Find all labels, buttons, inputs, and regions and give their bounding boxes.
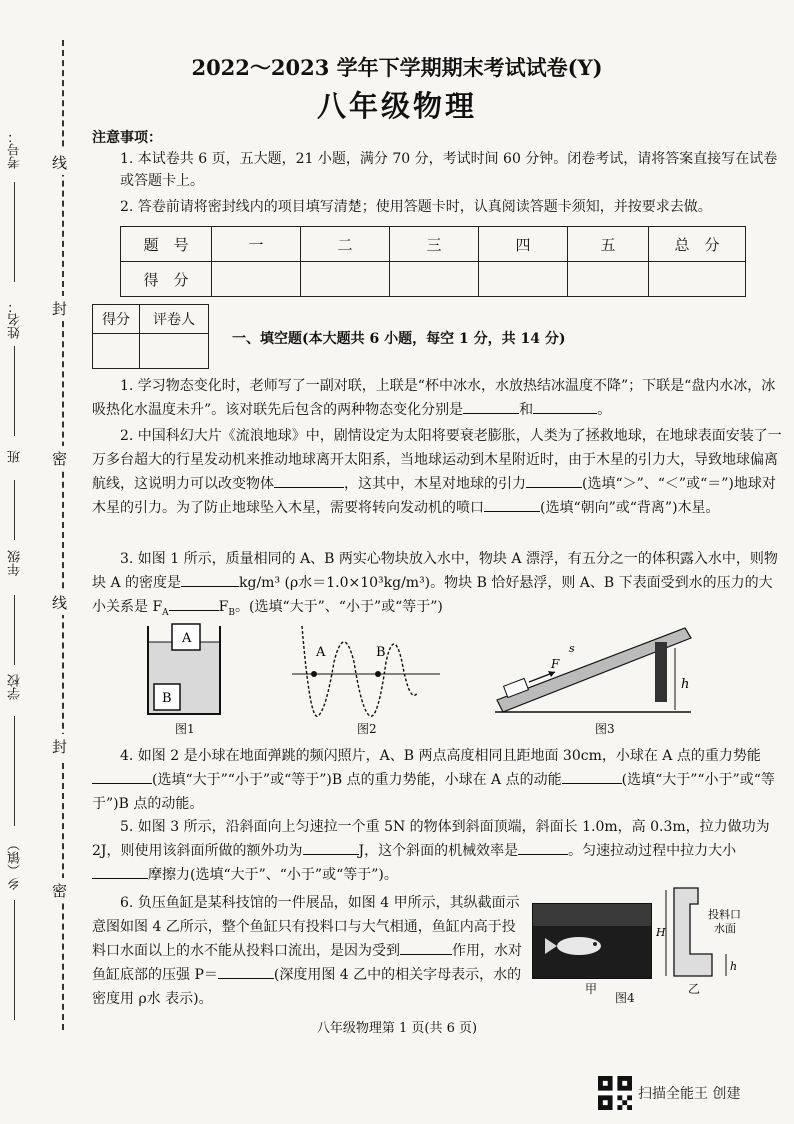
grader-table bbox=[92, 304, 209, 369]
answer-blank[interactable] bbox=[274, 473, 344, 488]
field-underline bbox=[14, 900, 15, 1020]
score-cell[interactable] bbox=[390, 262, 479, 297]
field-name: 姓名： bbox=[8, 300, 23, 339]
question-text: (选填“大于”“小于”或“等于”)B 点的动能。 bbox=[92, 772, 775, 812]
fish-icon bbox=[557, 937, 601, 955]
subscript: A bbox=[162, 607, 169, 618]
score-table-header: 题 号 bbox=[121, 227, 212, 262]
answer-blank[interactable] bbox=[526, 473, 582, 488]
figure-2-caption: 图2 bbox=[357, 722, 377, 736]
bounce-trajectory bbox=[302, 626, 418, 716]
question-text: (选填“朝向”或“背离”)木星。 bbox=[540, 500, 720, 516]
length-label: s bbox=[569, 642, 575, 655]
feed-port-label: 投料口 bbox=[708, 908, 741, 921]
qr-code-icon bbox=[598, 1076, 632, 1110]
grader-score-cell[interactable] bbox=[93, 334, 140, 369]
question-text: J，这个斜面的机械效率是 bbox=[358, 843, 519, 859]
grader-name-label: 评卷人 bbox=[140, 305, 209, 334]
answer-blank[interactable] bbox=[181, 572, 239, 587]
block-b-label: B bbox=[162, 691, 172, 706]
section-heading: 一、填空题(本大题共 6 小题，每空 1 分，共 14 分) bbox=[232, 331, 566, 347]
height-h-label: h bbox=[730, 960, 738, 973]
field-grade: 年级 bbox=[8, 550, 23, 576]
scanner-watermark-text: 扫描全能王 创建 bbox=[638, 1086, 741, 1102]
figure-2-diagram bbox=[292, 622, 442, 722]
question-text: ，这其中，木星对地球的引力 bbox=[344, 476, 526, 492]
grader-score-label: 得分 bbox=[93, 305, 140, 334]
answer-blank[interactable] bbox=[169, 596, 219, 611]
figure-4-jia-label: 甲 bbox=[585, 982, 598, 996]
seal-word: 线 bbox=[52, 150, 67, 175]
score-table-header: 一 bbox=[212, 227, 301, 262]
support-post bbox=[655, 642, 667, 702]
score-cell[interactable] bbox=[568, 262, 649, 297]
exam-subject: 八年级物理 bbox=[316, 89, 477, 123]
question-3 bbox=[92, 547, 782, 625]
answer-blank[interactable] bbox=[218, 964, 274, 979]
field-underline bbox=[14, 716, 15, 826]
question-text: 。 bbox=[597, 402, 612, 418]
seal-word: 线 bbox=[52, 590, 67, 615]
question-text: 6. 负压鱼缸是某科技馆的一件展品，如图 4 甲所示，其纵截面示意图如图 4 乙所示，整个鱼缸只有投料口与大气相通，鱼缸内高于投料口水面以上的水不能从投料口流出，是因为受到 bbox=[92, 895, 520, 959]
field-school: 学校 bbox=[8, 674, 23, 700]
answer-blank[interactable] bbox=[303, 840, 359, 855]
score-table bbox=[120, 226, 746, 297]
question-6 bbox=[92, 891, 528, 1011]
tank-top bbox=[533, 904, 651, 926]
notice-heading: 注意事项： bbox=[92, 130, 162, 146]
field-exam-number: 考号： bbox=[8, 130, 23, 169]
notice-item: 2. 答卷前请将密封线内的项目填写清楚；使用答题卡时，认真阅读答题卡须知，并按要求去做。 bbox=[120, 199, 712, 215]
tank-cross-section bbox=[674, 888, 712, 976]
grader-name-cell[interactable] bbox=[140, 334, 209, 369]
point-a bbox=[311, 671, 317, 677]
block-a-label: A bbox=[182, 631, 192, 646]
figure-4-cross-section bbox=[656, 884, 766, 984]
force-label: F bbox=[551, 657, 560, 671]
question-text: 。匀速拉动过程中拉力大小 bbox=[568, 843, 737, 859]
exam-title: 2022～2023 学年下学期期末考试试卷(Y) bbox=[191, 55, 603, 80]
fish-tank-image bbox=[533, 904, 651, 978]
figure-4-caption: 图4 bbox=[615, 991, 635, 1005]
question-text: 3. 如图 1 所示，质量相同的 A、B 两实心物块放入水中，物块 A 漂浮，有五分之一的体积露入水中，则物块 A 的密度是 bbox=[92, 551, 778, 591]
question-4 bbox=[92, 744, 782, 816]
score-table-header: 三 bbox=[390, 227, 479, 262]
question-5 bbox=[92, 815, 782, 887]
answer-blank[interactable] bbox=[484, 497, 540, 512]
point-b bbox=[375, 671, 381, 677]
notice-item: 1. 本试卷共 6 页，五大题，21 小题，满分 70 分，考试时间 60 分钟。闭卷考试，请将答案直接写在试卷或答题卡上。 bbox=[120, 151, 778, 189]
seal-word: 密 bbox=[52, 878, 67, 903]
score-cell[interactable] bbox=[649, 262, 746, 297]
figure-1-diagram bbox=[140, 620, 230, 720]
field-underline bbox=[14, 182, 15, 282]
question-text: 作用，水对鱼缸底部的压强 P＝ bbox=[92, 943, 522, 983]
question-text: (选填“大于”“小于”或“等于”)B 点的重力势能，小球在 A 点的动能 bbox=[152, 772, 562, 788]
field-township: 乡（镇） bbox=[8, 838, 23, 890]
figure-3-caption: 图3 bbox=[595, 722, 615, 736]
page-footer: 八年级物理第 1 页(共 6 页) bbox=[316, 1021, 478, 1036]
answer-blank[interactable] bbox=[463, 399, 519, 414]
height-label: h bbox=[681, 677, 690, 692]
fish-eye bbox=[593, 942, 597, 946]
question-text: 2. 中国科幻大片《流浪地球》中，剧情设定为太阳将要衰老膨胀，人类为了拯救地球，在地球表面安装了一万多台超大的行星发动机来推动地球离开太阳系，当地球运动到木星附近时，由于木星的引力大，导致地球偏离航线，这说明力可以改变物体 bbox=[92, 428, 782, 492]
fish-tail bbox=[545, 938, 557, 954]
question-text: (选填“＞”、“＜”或“＝”)地球对木星的引力。为了防止地球坠入木星，需要将转向发动机的喷口 bbox=[92, 476, 776, 516]
score-table-header: 二 bbox=[301, 227, 390, 262]
question-text: 1. 学习物态变化时，老师写了一副对联，上联是“杯中冰水，水放热结冰温度不降”；下联是“盘内水冰，冰吸热化水温度未升”。该对联先后包含的两种物态变化分别是 bbox=[92, 378, 776, 418]
field-class: 班 bbox=[8, 450, 23, 463]
field-underline bbox=[14, 595, 15, 665]
score-table-header: 总 分 bbox=[649, 227, 746, 262]
score-cell[interactable] bbox=[212, 262, 301, 297]
height-H-label: H bbox=[656, 926, 666, 939]
question-text: (深度用图 4 乙中的相关字母表示，水的密度用 ρ水 表示)。 bbox=[92, 967, 522, 1007]
figure-1-caption: 图1 bbox=[175, 722, 195, 736]
question-text: 5. 如图 3 所示，沿斜面向上匀速拉一个重 5N 的物体到斜面顶端，斜面长 1.0m，高 0.3m，拉力做功为 2J，则使用该斜面所做的额外功为 bbox=[92, 819, 770, 859]
seal-word: 封 bbox=[52, 734, 67, 759]
score-cell[interactable] bbox=[479, 262, 568, 297]
scanner-watermark bbox=[598, 1076, 740, 1110]
score-cell[interactable] bbox=[301, 262, 390, 297]
question-text: kg/m³ (ρ水＝1.0×10³kg/m³)。物块 B 恰好悬浮，则 A、B 下表面受到水的压力的大小关系是 F bbox=[92, 575, 773, 615]
seal-word: 密 bbox=[52, 446, 67, 471]
answer-blank[interactable] bbox=[518, 840, 568, 855]
figure-4-photo bbox=[532, 903, 652, 979]
field-underline bbox=[14, 346, 15, 436]
subscript: B bbox=[228, 607, 236, 618]
point-a-label: A bbox=[316, 645, 326, 660]
answer-blank[interactable] bbox=[92, 769, 152, 784]
answer-blank[interactable] bbox=[92, 864, 148, 879]
point-b-label: B bbox=[376, 645, 386, 660]
binding-margin bbox=[0, 0, 90, 1040]
answer-blank[interactable] bbox=[400, 940, 452, 955]
score-table-row-label: 得 分 bbox=[121, 262, 212, 297]
question-1 bbox=[92, 374, 782, 422]
question-text: 摩擦力(选填“大于”、“小于”或“等于”)。 bbox=[148, 867, 398, 883]
figure-3-diagram bbox=[495, 620, 695, 720]
seal-word: 封 bbox=[52, 296, 67, 321]
score-table-header: 五 bbox=[568, 227, 649, 262]
question-text: 和 bbox=[519, 402, 534, 418]
answer-blank[interactable] bbox=[533, 399, 597, 414]
field-underline bbox=[14, 480, 15, 540]
question-text: 。(选填“大于”、“小于”或“等于”) bbox=[235, 599, 443, 615]
question-text: F bbox=[218, 599, 229, 615]
water-surface-label: 水面 bbox=[714, 922, 736, 935]
figure-4-yi-label: 乙 bbox=[688, 982, 701, 996]
question-2 bbox=[92, 424, 782, 520]
question-text: 4. 如图 2 是小球在地面弹跳的频闪照片，A、B 两点高度相同且距地面 30cm，小球在 A 点的重力势能 bbox=[120, 748, 761, 764]
answer-blank[interactable] bbox=[562, 769, 622, 784]
score-table-header: 四 bbox=[479, 227, 568, 262]
